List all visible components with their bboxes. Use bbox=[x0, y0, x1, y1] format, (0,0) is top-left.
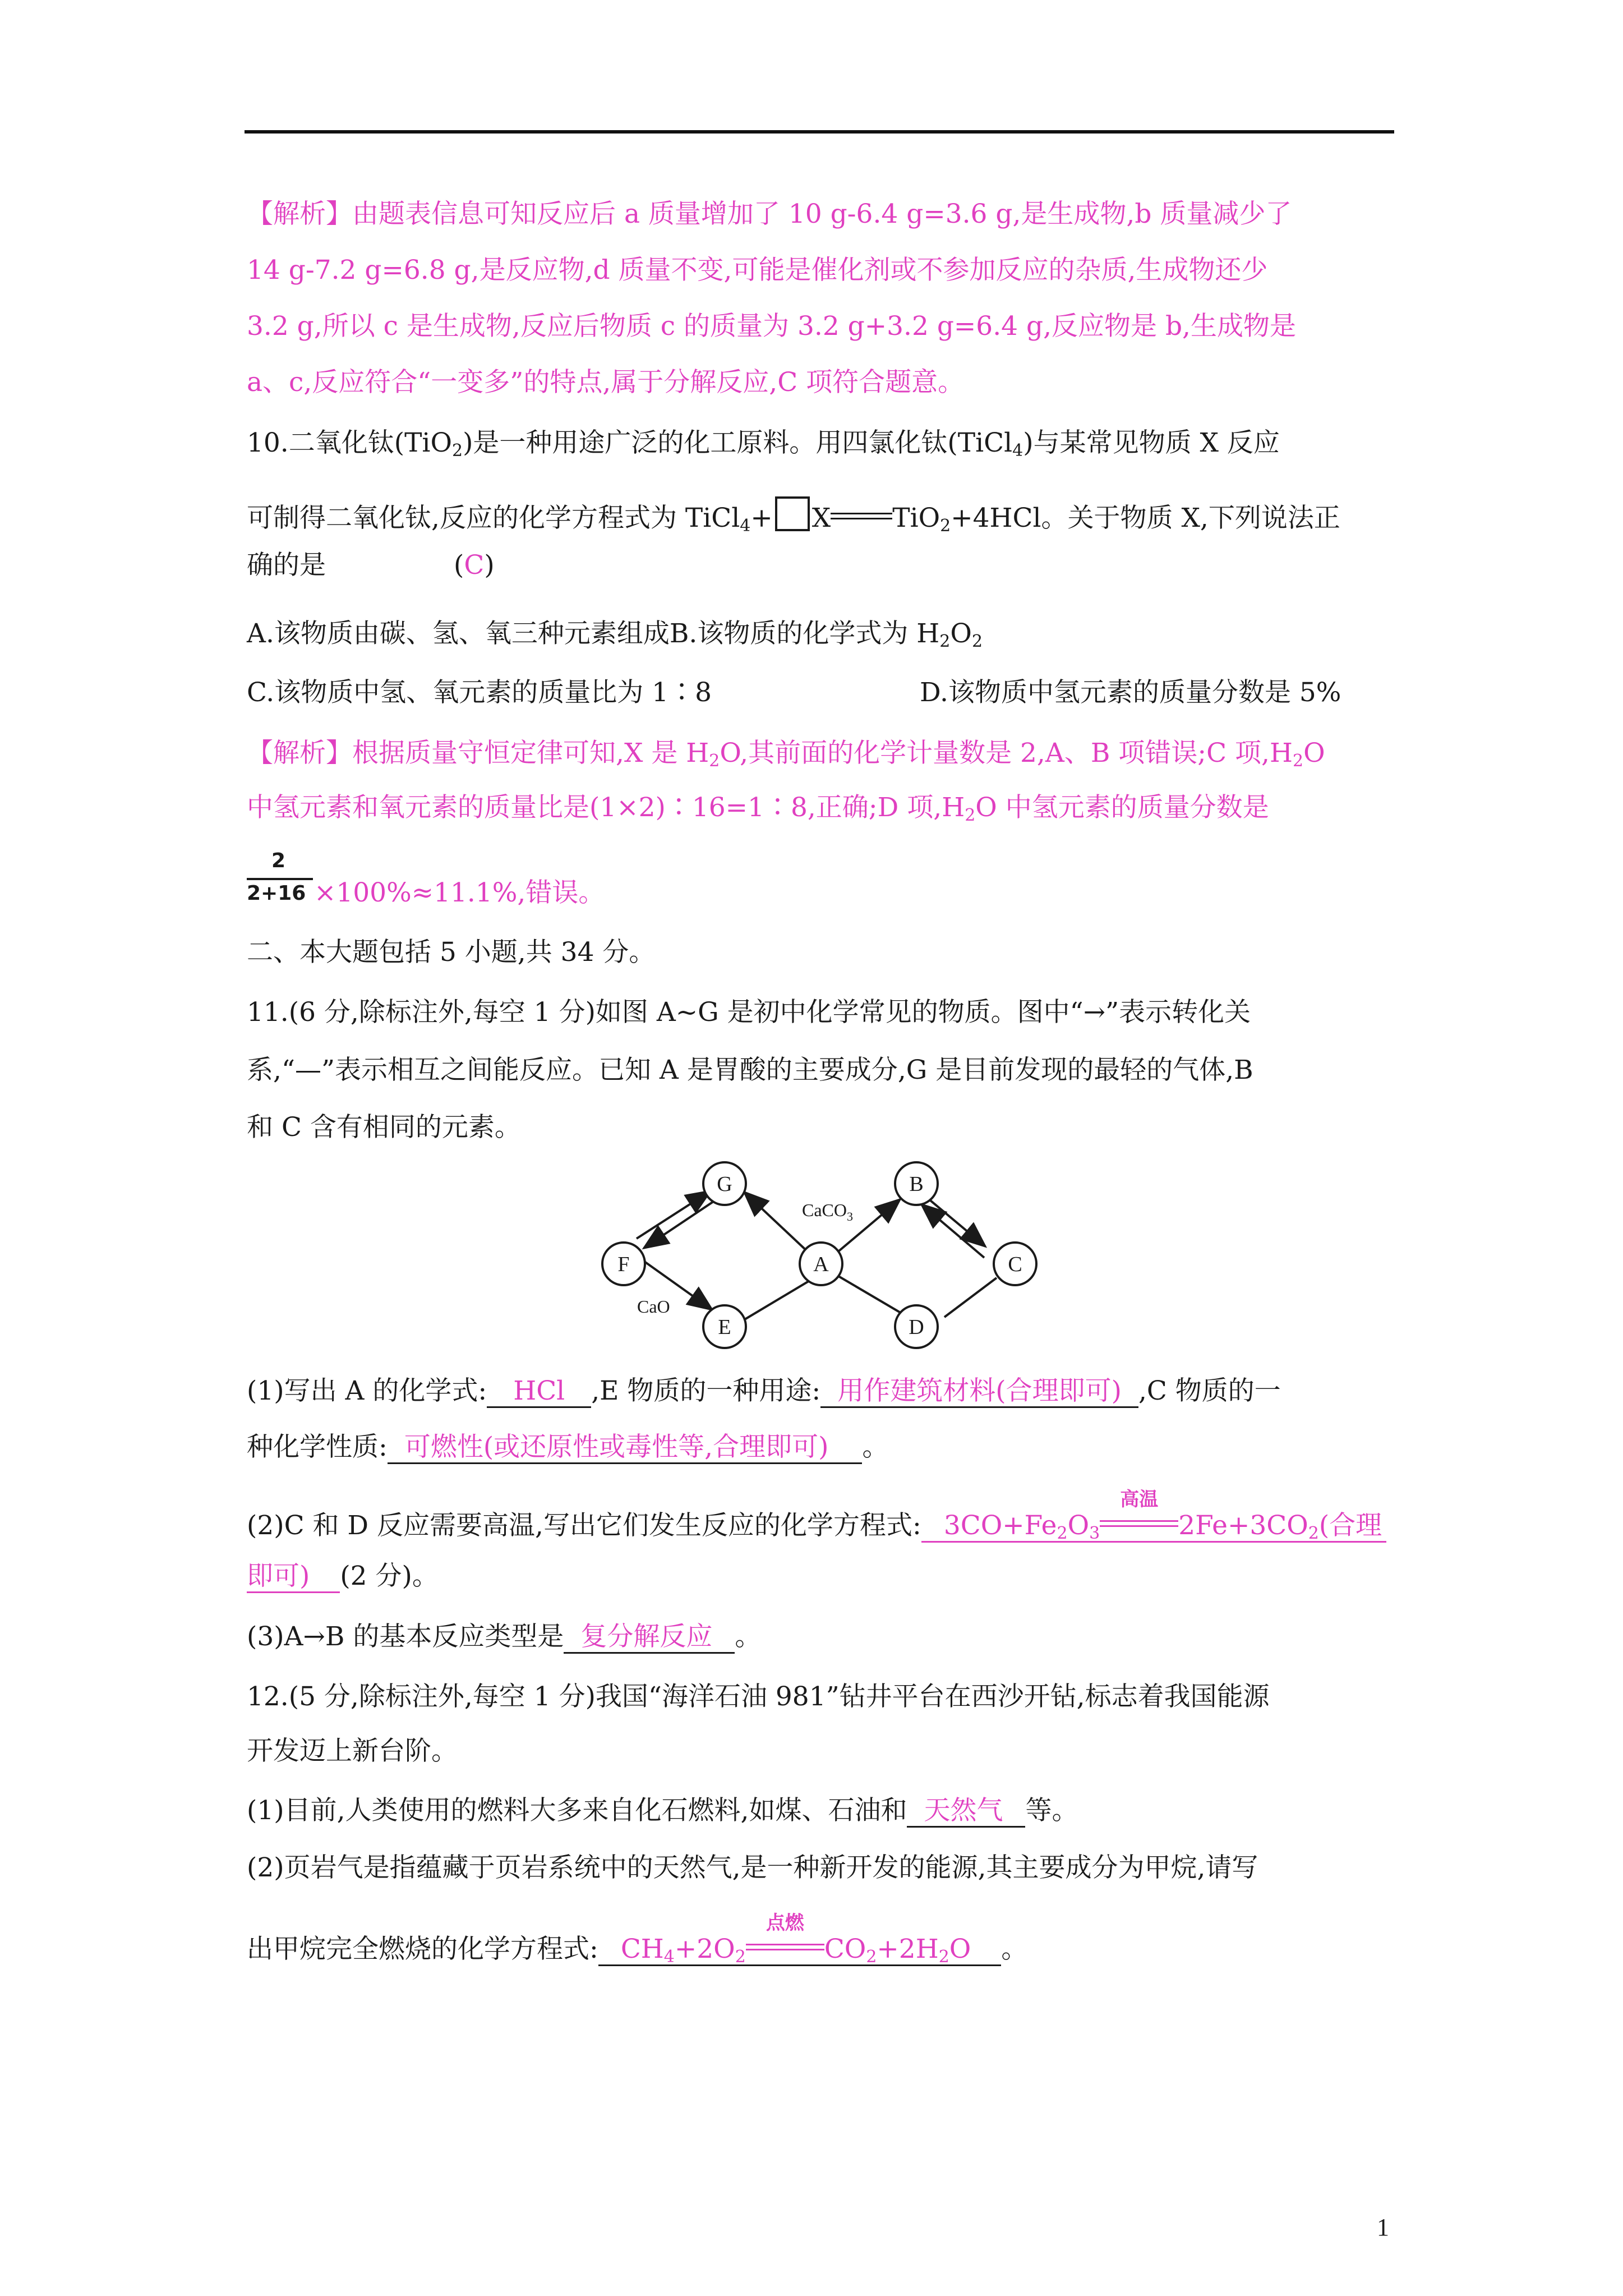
q10-option-c: C.该物质中氢、氧元素的质量比为 1∶8 bbox=[247, 677, 712, 708]
q10-answer: C bbox=[464, 550, 485, 581]
solution9-line4: a、c,反应符合“一变多”的特点,属于分解反应,C 项符合题意。 bbox=[247, 367, 965, 398]
q11-line1: 11.(6 分,除标注外,每空 1 分)如图 A~G 是初中化学常见的物质。图中“→”表示转化关 bbox=[247, 997, 1251, 1028]
node-label: G bbox=[717, 1172, 732, 1196]
header-rule bbox=[245, 130, 1394, 134]
answer-reaction-type: 复分解反应 bbox=[580, 1621, 713, 1652]
answer-a-formula: HCl bbox=[513, 1375, 565, 1406]
q10-line1: 10.二氧化钛(TiO$_2$)是一种用途广泛的化工原料。用四氯化钛(TiCl$_4$)与某常见物质 X 反应 bbox=[247, 427, 1280, 461]
answer-c-property: 可燃性(或还原性或毒性等,合理即可) bbox=[404, 1432, 829, 1462]
option-b: B.该物质的化学式为 $H_2O_2$ bbox=[669, 618, 983, 651]
q10-option-d: D.该物质中氢元素的质量分数是 5% bbox=[920, 677, 1341, 708]
q10-options-ab bbox=[247, 617, 983, 651]
node-label: B bbox=[909, 1172, 924, 1196]
q12-line1: 12.(5 分,除标注外,每空 1 分)我国“海洋石油 981”钻井平台在西沙开钻,标志着我国能源 bbox=[247, 1681, 1270, 1712]
q11-part2-line2: 即可) (2 分)。 bbox=[247, 1559, 439, 1593]
solution9-line2: 14 g-7.2 g=6.8 g,是反应物,d 质量不变,可能是催化剂或不参加反应的杂质,生成物还少 bbox=[247, 255, 1268, 286]
q10-line2: 可制得二氧化钛,反应的化学方程式为 TiCl$_4$+ X TiO$_2$+4HCl。关于物质 X,下列说法正 bbox=[247, 496, 1340, 535]
answer-fossil-fuel: 天然气 bbox=[924, 1795, 1003, 1826]
node-label: C bbox=[1008, 1253, 1022, 1276]
q11-line2: 系,“—”表示相互之间能反应。已知 A 是胃酸的主要成分,G 是目前发现的最轻的气体,B bbox=[247, 1055, 1253, 1085]
solution10-line2: 中氢元素和氧元素的质量比是(1×2)∶16=1∶8,正确;D 项$,H_2O$ 中氢元素的质量分数是 bbox=[247, 792, 1269, 825]
node-label: F bbox=[617, 1253, 630, 1276]
solution9-line3: 3.2 g,所以 c 是生成物,反应后物质 c 的质量为 3.2 g+3.2 g=6.4 g,反应物是 b,生成物是 bbox=[247, 311, 1296, 342]
q11-part1-line1: (1)写出 A 的化学式: HCl ,E 物质的一种用途: 用作建筑材料(合理即可) ,C 物质的一 bbox=[247, 1374, 1281, 1408]
q11-part2-line1: (2)C 和 D 反应需要高温,写出它们发生反应的化学方程式: $3CO+Fe_2O_3$ 高温 $2Fe+3CO_2$(合理 bbox=[247, 1509, 1386, 1543]
blank-box bbox=[775, 496, 810, 531]
q12-part2-line1: (2)页岩气是指蕴藏于页岩系统中的天然气,是一种新开发的能源,其主要成分为甲烷,请写 bbox=[247, 1852, 1258, 1883]
q12-line2: 开发迈上新台阶。 bbox=[247, 1736, 458, 1766]
equals-sign bbox=[831, 511, 892, 523]
q11-part1-line2: 种化学性质: 可燃性(或还原性或毒性等,合理即可) 。 bbox=[247, 1430, 888, 1464]
option-a: A.该物质由碳、氢、氧三种元素组成 bbox=[247, 618, 670, 649]
solution9-line1: 【解析】由题表信息可知反应后 a 质量增加了 10 g-6.4 g=3.6 g,是生成物,b 质量减少了 bbox=[247, 199, 1292, 229]
solution-tag: 【解析】 bbox=[247, 199, 352, 229]
section-heading: 二、本大题包括 5 小题,共 34 分。 bbox=[247, 937, 656, 968]
node-label: E bbox=[718, 1315, 731, 1339]
reaction-diagram bbox=[583, 1150, 1060, 1358]
answer-equation: $3CO+Fe_2O_3$ 高温 $2Fe+3CO_2$(合理 bbox=[943, 1488, 1382, 1543]
q10-line3: 确的是 (C) bbox=[247, 550, 495, 581]
solution10-line1: 【解析】根据质量守恒定律可知,X 是 $H_2O$,其前面的化学计量数是 2,A、B 项错误;C 项$,H_2O$ bbox=[247, 738, 1325, 771]
answer-e-use: 用作建筑材料(合理即可) bbox=[837, 1375, 1122, 1406]
solution10-line3: ×100%≈11.1%,错误。 bbox=[314, 877, 605, 908]
q11-part3: (3)A→B 的基本反应类型是 复分解反应 。 bbox=[247, 1620, 761, 1654]
q11-line3: 和 C 含有相同的元素。 bbox=[247, 1112, 521, 1143]
edge-label-cao: CaO bbox=[637, 1296, 670, 1317]
q12-part2-line2: 出甲烷完全燃烧的化学方程式: $CH_4+2O_2$ 点燃 $CO_2+2H_2O$ 。 bbox=[247, 1912, 1028, 1967]
node-label: A bbox=[813, 1253, 829, 1276]
answer-methane-equation: $CH_4+2O_2$ 点燃 $CO_2+2H_2O$ bbox=[620, 1912, 971, 1967]
edge-label-caco3: CaCO$_3$ bbox=[802, 1200, 853, 1223]
page-number: 1 bbox=[1377, 2214, 1389, 2241]
q12-part1: (1)目前,人类使用的燃料大多来自化石燃料,如煤、石油和 天然气 等。 bbox=[247, 1794, 1078, 1828]
node-label: D bbox=[909, 1315, 924, 1339]
